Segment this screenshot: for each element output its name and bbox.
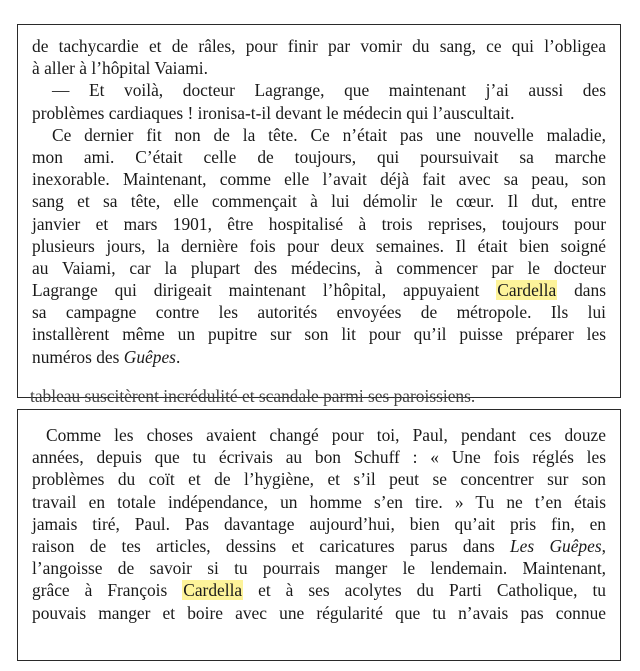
italic-title: Guêpes <box>123 346 176 367</box>
text-line: sang et sa tête, elle commençait à lui démolir le cœur. Il dut, entre <box>32 191 606 212</box>
text-line: Comme les choses avaient changé pour toi, Paul, pendant ces douze <box>46 425 606 445</box>
excerpt-top <box>17 24 621 398</box>
text-line: numéros des Guêpes. <box>32 346 181 367</box>
text-line: de tachycardie et de râles, pour finir par vomir du sang, ce qui l’obligea <box>32 36 606 56</box>
text-line: mon ami. C’était celle de toujours, qui poursuivait sa marche <box>32 146 606 167</box>
cropped-text-line: tableau suscitèrent incrédulité et scandale parmi ses paroissiens. <box>30 386 476 406</box>
text-line: l’angoisse de savoir si tu pourrais manger le lendemain. Maintenant, <box>32 558 606 579</box>
text-line: Lagrange qui dirigeait maintenant l’hôpital, appuyaient Cardella dans <box>32 280 606 301</box>
text-line: inexorable. Maintenant, comme elle l’avait déjà fait avec sa peau, son <box>32 169 606 190</box>
text-line: installèrent même un pupitre sur son lit pour qu’il puisse préparer les <box>32 324 606 345</box>
text-line: problèmes cardiaques ! ironisa-t-il devant le médecin qui l’auscultait. <box>32 102 515 123</box>
text-line: travail en totale indépendance, un homme s’en tire. » Tu ne t’en étais <box>32 491 606 512</box>
text-line: pouvais manger et boire avec une régularité que tu n’avais pas connue <box>32 602 606 623</box>
text-line: à aller à l’hôpital Vaiami. <box>32 58 208 79</box>
text-line: années, depuis que tu écrivais au bon Schuff : « Une fois réglés les <box>32 447 606 468</box>
text-line: Ce dernier fit non de la tête. Ce n’était pas une nouvelle maladie, <box>52 124 606 145</box>
excerpt-bottom <box>17 409 621 661</box>
text-line: plusieurs jours, la dernière fois pour deux semaines. Il était bien soigné <box>32 235 606 256</box>
text-line: — Et voilà, docteur Lagrange, que maintenant j’ai aussi des <box>52 80 606 101</box>
highlighted-term: Cardella <box>183 580 243 601</box>
text-line: au Vaiami, car la plupart des médecins, à commencer par le docteur <box>32 257 606 278</box>
text-line: janvier et mars 1901, être hospitalisé à trois reprises, toujours pour <box>32 213 606 234</box>
highlighted-term: Cardella <box>497 280 557 301</box>
italic-title: Les Guêpes <box>510 535 602 556</box>
text-line: grâce à François Cardella et à ses acolytes du Parti Catholique, tu <box>32 580 606 601</box>
text-line: problèmes du coït et de l’hygiène, et s’il peut se concentrer sur son <box>32 469 606 490</box>
text-line: raison de tes articles, dessins et caricatures parus dans Les Guêpes, <box>32 535 606 556</box>
text-line: jamais tiré, Paul. Pas davantage aujourd’hui, bien qu’ait pris fin, en <box>32 513 606 534</box>
text-line: sa campagne contre les autorités envoyées de métropole. Ils lui <box>32 302 606 323</box>
